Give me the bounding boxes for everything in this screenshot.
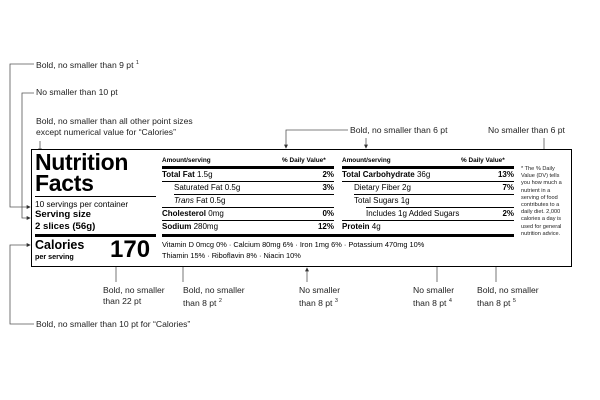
left-header-rule bbox=[162, 166, 334, 169]
annotation-calories-10pt: Bold, no smaller than 10 pt for “Calories” bbox=[36, 319, 191, 329]
nutrition-label bbox=[31, 149, 572, 267]
rule-sugars bbox=[366, 207, 514, 208]
serving-size-value: 2 slices (56g) bbox=[35, 221, 96, 232]
total-fat-row: Total Fat 1.5g bbox=[162, 170, 213, 179]
protein-row: Protein 4g bbox=[342, 222, 381, 231]
added-sugars-dv: 2% bbox=[502, 209, 514, 218]
rule-carb bbox=[342, 181, 514, 182]
annotation-8pt-b: No smaller than 8 pt $^4$ bbox=[413, 285, 455, 308]
fiber-row: Dietary Fiber 2g bbox=[354, 183, 411, 192]
annotation-6pt: No smaller than 6 pt bbox=[488, 125, 565, 135]
per-serving: per serving bbox=[35, 252, 74, 261]
sodium-dv: 12% bbox=[317, 222, 334, 231]
left-header-dv: % Daily Value* bbox=[282, 157, 326, 164]
vitamins-line1: Vitamin D 0mcg 0% · Calcium 80mg 6% · Iron 1mg 6% · Potassium 470mg 10% bbox=[162, 240, 425, 249]
annotation-bold-6pt: Bold, no smaller than 6 pt bbox=[350, 125, 448, 135]
calories-label: Calories bbox=[35, 238, 85, 252]
sodium-row: Sodium 280mg bbox=[162, 222, 219, 231]
annotation-bold-8pt-b: Bold, no smaller than 8 pt $^5$ bbox=[477, 285, 539, 308]
label-title-line2: Facts bbox=[35, 170, 94, 196]
rule-fiber bbox=[354, 194, 514, 195]
serving-size-label: Serving size bbox=[35, 209, 91, 220]
title-rule bbox=[35, 196, 156, 197]
calories-value: 170 bbox=[110, 236, 151, 263]
total-fat-dv: 2% bbox=[322, 170, 334, 179]
right-header-amount: Amount/serving bbox=[342, 157, 391, 164]
vitamins-line2: Thiamin 15% · Riboflavin 8% · Niacin 10% bbox=[162, 251, 301, 260]
carbohydrate-dv: 13% bbox=[497, 170, 514, 179]
carbohydrate-row: Total Carbohydrate 36g bbox=[342, 170, 431, 179]
cholesterol-row: Cholesterol 0mg bbox=[162, 209, 224, 218]
leader-a4 bbox=[286, 130, 348, 148]
fiber-dv: 7% bbox=[502, 183, 514, 192]
annotation-bold-22pt: Bold, no smaller than 22 pt bbox=[103, 285, 165, 306]
rule-sat bbox=[174, 194, 334, 195]
annotation-title-size: Bold, no smaller than all other point sizes except numerical value for “Calories” bbox=[36, 116, 193, 137]
rule-added bbox=[342, 220, 514, 221]
vitamins-rule bbox=[162, 234, 514, 237]
annotation-8pt-a: No smaller than 8 pt $^3$ bbox=[299, 285, 341, 308]
servings-per-container: 10 servings per container bbox=[35, 199, 129, 209]
annotation-bold-8pt-a: Bold, no smaller than 8 pt $^2$ bbox=[183, 285, 245, 308]
added-sugars-row: Includes 1g Added Sugars bbox=[366, 209, 460, 218]
cholesterol-dv: 0% bbox=[322, 209, 334, 218]
sugars-row: Total Sugars 1g bbox=[354, 196, 410, 205]
daily-value-footnote: * The % Daily Value (DV) tells you how much a nutrient in a serving of food contributes to a daily diet. 2,000 calories a day is used for general nutrition advice. bbox=[521, 166, 562, 237]
saturated-fat-row: Saturated Fat 0.5g bbox=[174, 183, 241, 192]
trans-fat-row: Trans Fat 0.5g bbox=[174, 196, 226, 205]
saturated-fat-dv: 3% bbox=[322, 183, 334, 192]
right-header-dv: % Daily Value* bbox=[461, 157, 505, 164]
left-header-amount: Amount/serving bbox=[162, 157, 211, 164]
annotation-bold-9pt: Bold, no smaller than 9 pt $^1$ bbox=[36, 59, 139, 70]
right-header-rule bbox=[342, 166, 514, 169]
annotation-10pt: No smaller than 10 pt bbox=[36, 87, 118, 97]
label-title-line1: Nutrition bbox=[35, 149, 129, 175]
rule-chol bbox=[162, 220, 334, 221]
rule-fat bbox=[162, 181, 334, 182]
rule-trans bbox=[162, 207, 334, 208]
